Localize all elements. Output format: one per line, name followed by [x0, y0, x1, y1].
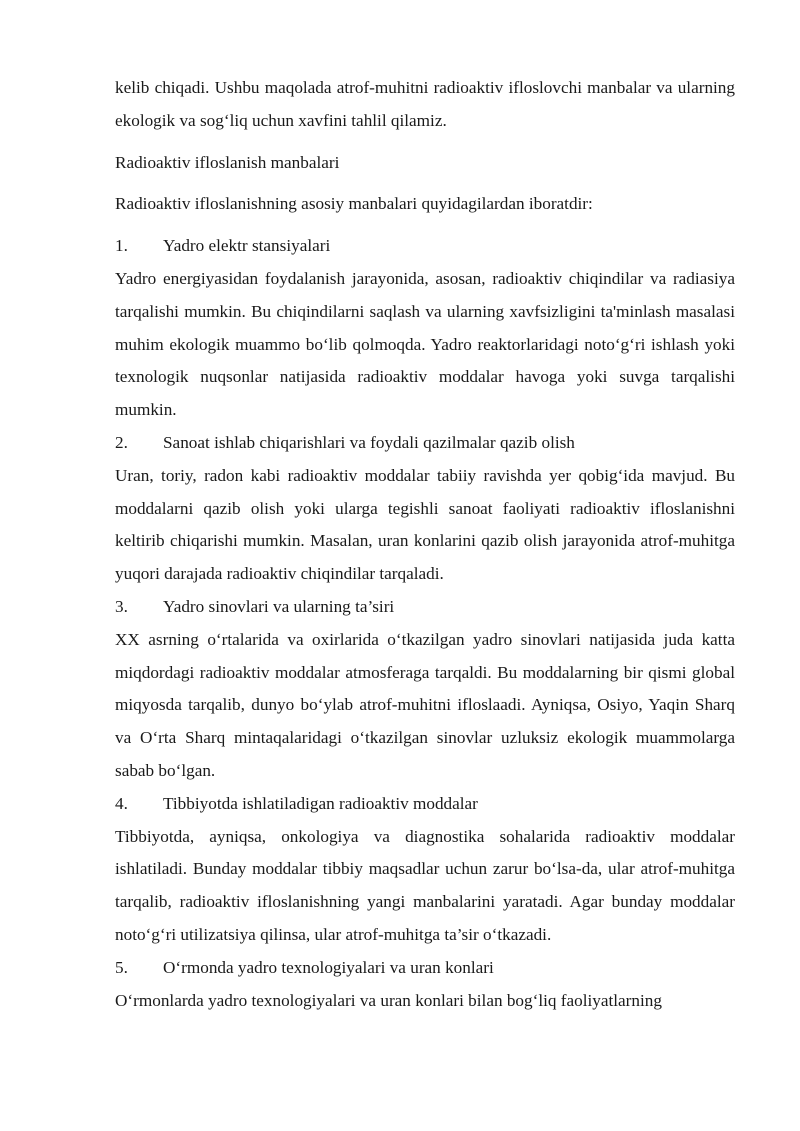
list-item — [115, 230, 735, 427]
sources-list — [115, 230, 735, 1017]
list-item-number: 2. — [115, 432, 128, 452]
list-item-body: O‘rmonlarda yadro texnologiyalari va uran konlari bilan bog‘liq faoliyatlarning — [115, 990, 662, 1010]
list-item-body: Uran, toriy, radon kabi radioaktiv moddalar tabiiy ravishda yer qobig‘ida mavjud. Bu moddalarni qazib olish yoki ularga tegishli sanoat faoliyati radioaktiv ifloslanishni keltirib chiqarishi mumkin. Masalan, uran konlarini qazib olish jarayonida atrof-muhitga yuqori darajada radioaktiv chiqindilar tarqaladi. — [115, 465, 735, 584]
list-item — [115, 952, 735, 1018]
list-item-title: Yadro elektr stansiyalari — [163, 236, 331, 256]
list-item-body: Tibbiyotda, ayniqsa, onkologiya va diagnostika sohalarida radioaktiv moddalar ishlatiladi. Bunday moddalar tibbiy maqsadlar uchun zarur bo‘lsa-da, ular atrof-muhitga tarqalib, radioaktiv ifloslanishning yangi manbalarini yaratadi. Agar bunday moddalar noto‘g‘ri utilizatsiya qilinsa, ular atrof-muhitga ta’sir o‘tkazadi. — [115, 826, 735, 944]
list-item-body: XX asrning o‘rtalarida va oxirlarida o‘tkazilgan yadro sinovlari natijasida juda katta miqdordagi radioaktiv moddalar atmosferaga tarqaldi. Bu moddalarning bir qismi global miqyosda tarqalib, dunyo bo‘ylab atrof-muhitni ifloslaadi. Ayniqsa, Osiyo, Yaqin Sharq va O‘rta Sharq mintaqalaridagi o‘tkazilgan sinovlar uzluksiz ekologik muammolarga sabab bo‘lgan. — [115, 629, 735, 780]
list-item-heading — [115, 952, 735, 985]
list-item — [115, 427, 735, 591]
list-item-title: Sanoat ishlab chiqarishlari va foydali qazilmalar qazib olish — [163, 432, 575, 452]
list-item-heading — [115, 427, 735, 460]
section-intro: Radioaktiv ifloslanishning asosiy manbalari quyidagilardan iboratdir: — [115, 194, 593, 214]
intro-continuation: kelib chiqadi. Ushbu maqolada atrof-muhitni radioaktiv ifloslovchi manbalar va ularning ekologik va sog‘liq uchun xavfini tahlil qilamiz. — [115, 78, 735, 130]
list-item-title: O‘rmonda yadro texnologiyalari va uran konlari — [163, 957, 494, 977]
section-heading: Radioaktiv ifloslanish manbalari — [115, 152, 340, 172]
list-item-body: Yadro energiyasidan foydalanish jarayonida, asosan, radioaktiv chiqindilar va radiasiya tarqalishi mumkin. Bu chiqindilarni saqlash va ularning xavfsizligini ta'minlash masalasi muhim ekologik muammo bo‘lib qolmoqda. Yadro reaktorlaridagi noto‘g‘ri ishlash yoki texnologik nuqsonlar natijasida radioaktiv moddalar havoga yoki suvga tarqalishi mumkin. — [115, 268, 735, 420]
list-item-heading — [115, 788, 735, 821]
list-item-title: Tibbiyotda ishlatiladigan radioaktiv moddalar — [163, 793, 478, 813]
list-item-number: 3. — [115, 596, 128, 616]
list-item-title: Yadro sinovlari va ularning ta’siri — [163, 596, 395, 616]
list-item — [115, 788, 735, 952]
list-item-number: 5. — [115, 957, 128, 977]
list-item-heading — [115, 591, 735, 624]
list-item — [115, 591, 735, 788]
list-item-heading — [115, 230, 735, 263]
list-item-number: 4. — [115, 793, 128, 813]
list-item-number: 1. — [115, 236, 128, 256]
document-page — [115, 72, 735, 1017]
